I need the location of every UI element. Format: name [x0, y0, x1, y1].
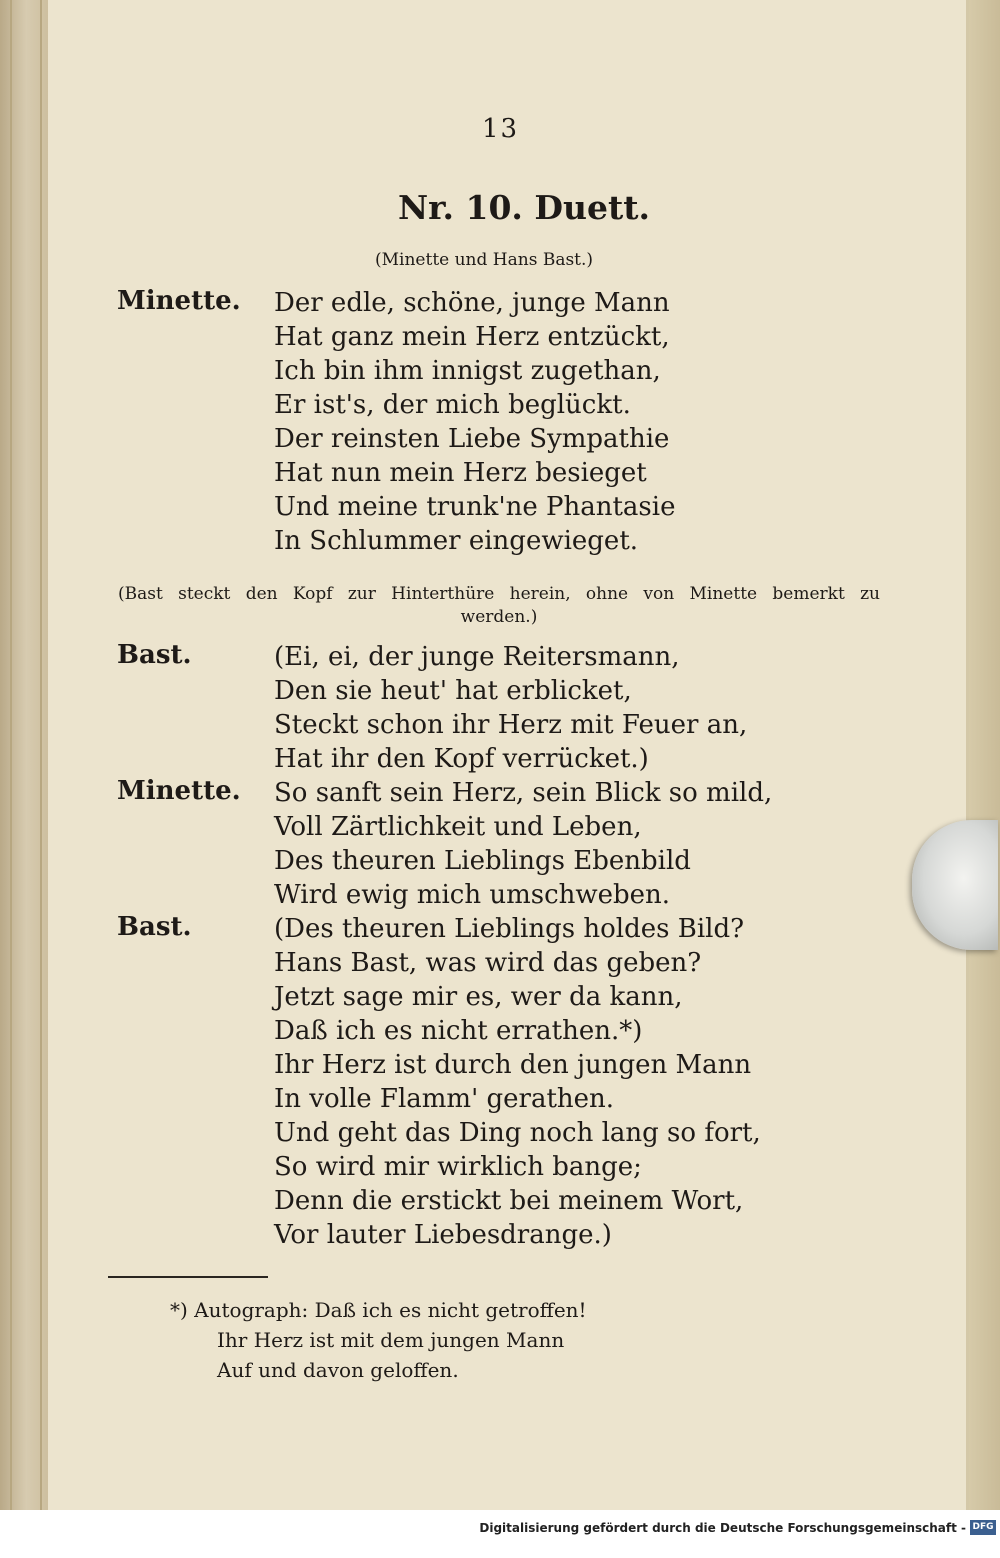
verse-line: Daß ich es nicht errathen.*): [274, 1016, 643, 1046]
verse-line: So wird mir wirklich bange;: [274, 1152, 642, 1182]
book-gutter: [0, 0, 48, 1558]
verse-line: Wird ewig mich umschweben.: [274, 880, 671, 910]
verse-line: So sanft sein Herz, sein Blick so mild,: [274, 778, 773, 808]
gutter-line: [10, 0, 12, 1558]
credit-bar: [0, 1510, 1000, 1558]
stage-direction-line: (Bast steckt den Kopf zur Hinterthüre herein, ohne von Minette bemerkt zu: [118, 584, 880, 604]
verse-line: Denn die erstickt bei meinem Wort,: [274, 1186, 744, 1216]
footnote-line: *) Autograph: Daß ich es nicht getroffen!: [170, 1298, 587, 1322]
verse-line: Hat ihr den Kopf verrücket.): [274, 744, 649, 774]
section-heading: Nr. 10. Duett.: [398, 188, 650, 227]
verse-block: [274, 912, 761, 1252]
verse-line: Steckt schon ihr Herz mit Feuer an,: [274, 710, 748, 740]
dfg-logo-icon: DFG: [970, 1520, 996, 1535]
verse-line: Hans Bast, was wird das geben?: [274, 948, 702, 978]
verse-line: (Des theuren Lieblings holdes Bild?: [274, 914, 745, 944]
verse-line: Jetzt sage mir es, wer da kann,: [274, 982, 683, 1012]
page-edge: [969, 0, 1000, 1510]
verse-line: Der reinsten Liebe Sympathie: [274, 424, 670, 454]
gutter-line: [40, 0, 42, 1558]
verse-line: Hat nun mein Herz besieget: [274, 458, 647, 488]
speaker-name: Bast.: [117, 912, 192, 942]
verse-line: (Ei, ei, der junge Reitersmann,: [274, 642, 680, 672]
verse-line: Den sie heut' hat erblicket,: [274, 676, 632, 706]
verse-line: Vor lauter Liebesdrange.): [274, 1220, 612, 1250]
stage-direction-line: werden.): [460, 607, 538, 627]
verse-line: Und meine trunk'ne Phantasie: [274, 492, 676, 522]
verse-line: Der edle, schöne, junge Mann: [274, 288, 670, 318]
verse-line: Voll Zärtlichkeit und Leben,: [274, 812, 642, 842]
footnote-divider: [108, 1276, 268, 1278]
verse-line: Er ist's, der mich beglückt.: [274, 390, 631, 420]
speaker-name: Minette.: [117, 776, 241, 806]
verse-line: In Schlummer eingewieget.: [274, 526, 639, 556]
verse-line: Ich bin ihm innigst zugethan,: [274, 356, 661, 386]
verse-line: Des theuren Lieblings Ebenbild: [274, 846, 691, 876]
verse-block: [274, 776, 772, 912]
footnote-line: Ihr Herz ist mit dem jungen Mann: [217, 1328, 565, 1352]
verse-line: Und geht das Ding noch lang so fort,: [274, 1118, 761, 1148]
speaker-name: Bast.: [117, 640, 192, 670]
funding-credit: Digitalisierung gefördert durch die Deutsche Forschungsgemeinschaft -: [479, 1521, 966, 1535]
verse-line: Hat ganz mein Herz entzückt,: [274, 322, 670, 352]
page-number: 13: [482, 114, 520, 144]
characters-line: (Minette und Hans Bast.): [375, 250, 594, 270]
verse-line: Ihr Herz ist durch den jungen Mann: [274, 1050, 752, 1080]
speaker-name: Minette.: [117, 286, 241, 316]
footnote: [170, 1295, 587, 1385]
stage-direction: [118, 583, 880, 629]
footnote-line: Auf und davon geloffen.: [217, 1358, 459, 1382]
verse-block: [274, 286, 675, 558]
verse-block: [274, 640, 747, 776]
verse-line: In volle Flamm' gerathen.: [274, 1084, 615, 1114]
